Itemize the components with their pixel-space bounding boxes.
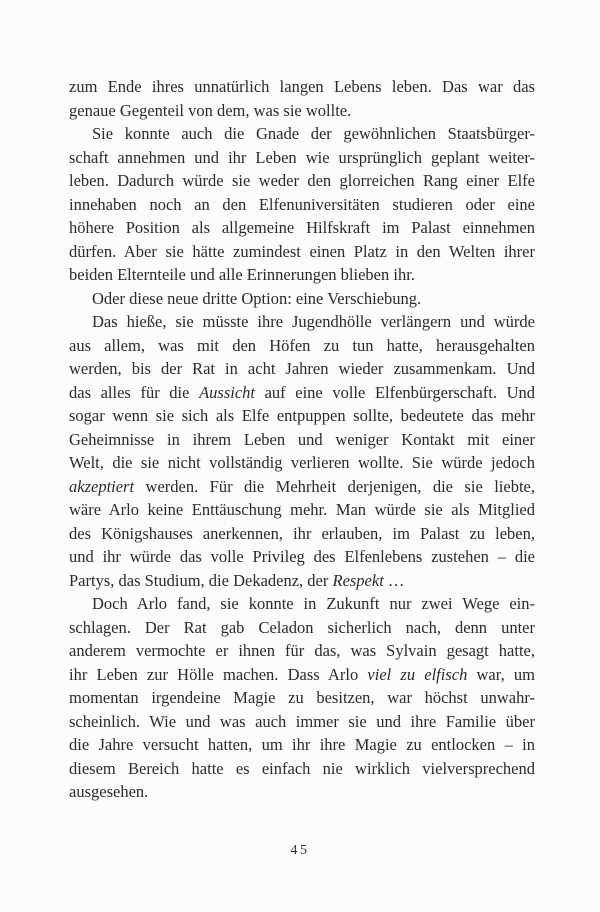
text-line	[69, 169, 535, 193]
text-line	[69, 287, 535, 311]
text-run: Oder diese neue dritte Option: eine Verschiebung.	[92, 288, 422, 308]
text-line	[69, 522, 535, 546]
text-run: Welt, die sie nicht vollständig verlieren wollte. Sie würde jedoch	[69, 453, 535, 472]
paragraph	[69, 287, 535, 311]
italic-text: akzeptiert	[69, 476, 135, 496]
text-run: werden. Für die Mehrheit derjenigen, die sie liebte,	[134, 476, 535, 496]
text-run: Geheimnisse in ihrem Leben und weniger Kontakt mit einer	[69, 429, 535, 449]
text-line	[69, 263, 535, 287]
text-line	[69, 240, 535, 264]
text-run: scheinlich. Wie und was auch immer sie und ihre Familie über	[69, 711, 535, 731]
text-line	[69, 686, 535, 710]
italic-text: viel zu elfisch	[367, 664, 468, 684]
paragraph	[69, 310, 535, 592]
text-run: auf eine volle Elfenbürgerschaft. Und	[254, 382, 535, 402]
text-line	[69, 710, 535, 734]
text-line	[69, 334, 535, 358]
text-run: Partys, das Studium, die Dekadenz, der	[69, 570, 333, 590]
text-run: ausgesehen.	[69, 782, 149, 801]
text-run: das alles für die	[69, 382, 200, 402]
text-run: schaft annehmen und ihr Leben wie ursprünglich geplant weiter-	[69, 147, 535, 167]
text-block	[69, 75, 535, 804]
text-line	[69, 639, 535, 663]
paragraph	[69, 75, 535, 122]
italic-text: Aussicht	[199, 382, 255, 402]
text-run: genaue Gegenteil von dem, was sie wollte.	[69, 100, 352, 120]
text-line	[69, 616, 535, 640]
text-line	[69, 99, 535, 123]
text-line	[69, 122, 535, 146]
text-run: ihr Leben zur Hölle machen. Dass Arlo	[69, 664, 368, 684]
text-line	[69, 404, 535, 428]
text-run: schlagen. Der Rat gab Celadon sicherlich nach, denn unter	[69, 617, 535, 637]
text-run: die Jahre versucht hatten, um ihr ihre Magie zu entlocken – in	[69, 735, 535, 754]
text-run: aus allem, was mit den Höfen zu tun hatte, herausgehalten	[69, 335, 535, 355]
page-number: 45	[290, 843, 310, 858]
text-run: des Königshauses anerkennen, ihr erlauben, im Palast zu leben,	[69, 523, 535, 543]
text-run: zum Ende ihres unnatürlich langen Lebens leben. Das war das	[69, 77, 535, 96]
text-run: leben. Dadurch würde sie weder den glorreichen Rang einer Elfe	[69, 171, 535, 190]
text-run: dürfen. Aber sie hätte zumindest einen Platz in den Welten ihrer	[69, 241, 535, 261]
text-run: innehaben noch an den Elfenuniversitäten studieren oder eine	[69, 194, 535, 214]
text-line	[69, 193, 535, 217]
text-line	[69, 451, 535, 475]
text-line	[69, 216, 535, 240]
paragraph	[69, 592, 535, 804]
text-run: …	[383, 570, 405, 590]
text-line	[69, 310, 535, 334]
text-run: war, um	[467, 664, 535, 684]
text-line	[69, 757, 535, 781]
text-run: anderem vermochte er ihnen für das, was Sylvain gesagt hatte,	[69, 641, 535, 660]
text-run: diesem Bereich hatte es einfach nie wirklich vielversprechend	[69, 758, 535, 778]
text-line	[69, 780, 535, 804]
text-run: Doch Arlo fand, sie konnte in Zukunft nur zwei Wege ein-	[92, 594, 535, 613]
text-run: wäre Arlo keine Enttäuschung mehr. Man würde sie als Mitglied	[69, 500, 535, 519]
text-run: beiden Elternteile und alle Erinnerungen blieben ihr.	[69, 265, 415, 284]
text-line	[69, 733, 535, 757]
text-line	[69, 75, 535, 99]
text-line	[69, 545, 535, 569]
italic-text: Respekt	[332, 570, 384, 590]
text-run: und ihr würde das volle Privileg des Elfenlebens zustehen – die	[69, 547, 535, 566]
text-line	[69, 592, 535, 616]
paragraph	[69, 122, 535, 287]
text-run: Das hieße, sie müsste ihre Jugendhölle verlängern und würde	[92, 312, 535, 331]
text-line	[69, 663, 535, 687]
text-line	[69, 428, 535, 452]
text-line	[69, 146, 535, 170]
text-run: Sie konnte auch die Gnade der gewöhnlichen Staatsbürger-	[92, 124, 535, 143]
text-line	[69, 569, 535, 593]
text-run: höhere Position als allgemeine Hilfskraft im Palast einnehmen	[69, 218, 535, 237]
text-line	[69, 475, 535, 499]
text-line	[69, 357, 535, 381]
text-run: werden, bis der Rat in acht Jahren wieder zusammenkam. Und	[69, 359, 535, 378]
text-line	[69, 498, 535, 522]
text-run: sogar wenn sie sich als Elfe entpuppen sollte, bedeutete das mehr	[69, 406, 535, 425]
text-line	[69, 381, 535, 405]
text-run: momentan irgendeine Magie zu besitzen, war höchst unwahr-	[69, 688, 535, 707]
